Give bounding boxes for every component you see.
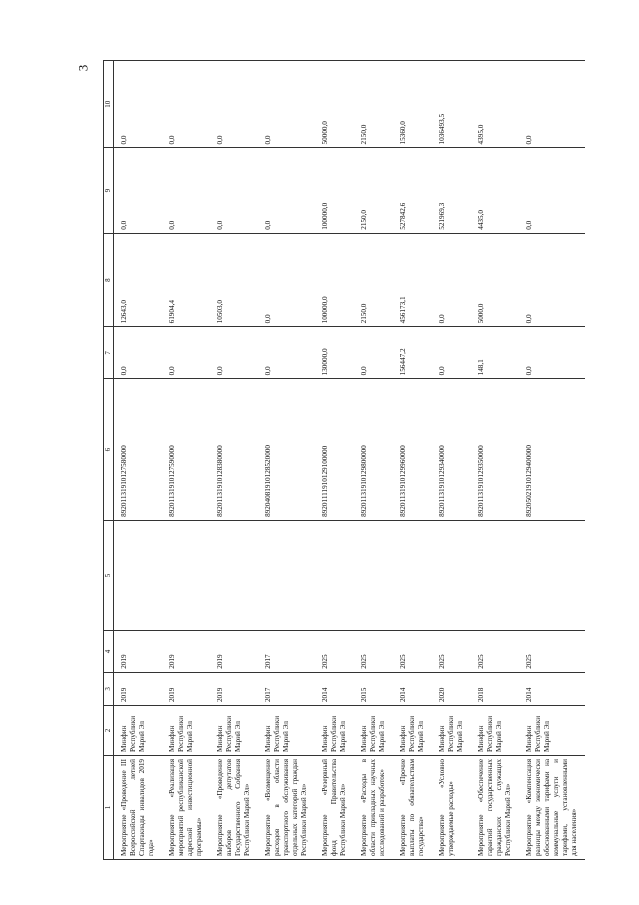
value-cell-c10: 0,0	[114, 61, 163, 148]
column-header-6: 6	[104, 379, 114, 520]
table-row	[162, 61, 210, 860]
measure-name-cell: Мероприятие «Реализация мероприятий республиканской адресной инвестиционной программы»	[162, 755, 210, 859]
value-cell-c10: 0,0	[519, 61, 585, 148]
measure-name-cell: Мероприятие «Прочие выплаты по обязательствам государства»	[393, 755, 432, 859]
value-cell-c6: 89201131910129350000	[471, 379, 519, 520]
column-header-1: 1	[104, 755, 114, 859]
value-cell-c10: 50000,0	[315, 61, 354, 148]
value-cell-c9: 0,0	[210, 148, 258, 233]
value-cell-c8: 0,0	[432, 233, 471, 327]
value-cell-c4: 2025	[519, 631, 585, 673]
value-cell-c9: 0,0	[258, 148, 315, 233]
value-cell-c10: 0,0	[162, 61, 210, 148]
budget-table	[103, 60, 585, 860]
value-cell-c7: 0,0	[210, 327, 258, 379]
value-cell-c8: 10503,0	[210, 233, 258, 327]
page-number: 3	[75, 64, 91, 72]
measure-name-cell: Мероприятие «Обеспечение гарантий государственных гражданских служащих Республики Марий Эл»	[471, 755, 519, 859]
value-cell-c5	[162, 520, 210, 630]
column-header-4: 4	[104, 631, 114, 673]
value-cell-c7: 148,1	[471, 327, 519, 379]
value-cell-c3: 2017	[258, 672, 315, 705]
table-row	[471, 61, 519, 860]
table-row	[354, 61, 393, 860]
measure-name-cell: Мероприятие «Расходы в области прикладных научных исследований и разработок»	[354, 755, 393, 859]
value-cell-c4: 2025	[471, 631, 519, 673]
executor-cell: Минфин Республики Марий Эл	[114, 706, 163, 756]
value-cell-c8: 12643,0	[114, 233, 163, 327]
value-cell-c3: 2019	[114, 672, 163, 705]
table-row	[315, 61, 354, 860]
column-header-2: 2	[104, 706, 114, 756]
value-cell-c7: 0,0	[114, 327, 163, 379]
value-cell-c6: 89205021910129400000	[519, 379, 585, 520]
value-cell-c9: 0,0	[162, 148, 210, 233]
table-row	[114, 61, 163, 860]
value-cell-c7: 156447,2	[393, 327, 432, 379]
value-cell-c9: 521969,3	[432, 148, 471, 233]
table-row	[432, 61, 471, 860]
value-cell-c7: 130000,0	[315, 327, 354, 379]
value-cell-c4: 2019	[210, 631, 258, 673]
measure-name-cell: Мероприятие «Условно утверждаемые расходы»	[432, 755, 471, 859]
rotated-table-container	[103, 60, 578, 860]
executor-cell: Минфин Республики Марий Эл	[354, 706, 393, 756]
column-header-3: 3	[104, 672, 114, 705]
value-cell-c5	[354, 520, 393, 630]
value-cell-c3: 2018	[471, 672, 519, 705]
value-cell-c9: 527842,6	[393, 148, 432, 233]
table-row	[393, 61, 432, 860]
value-cell-c4: 2025	[432, 631, 471, 673]
value-cell-c7: 0,0	[162, 327, 210, 379]
measure-name-cell: Мероприятие «Проведение III Всероссийской летней Спартакиады инвалидов 2019 года»	[114, 755, 163, 859]
value-cell-c7: 0,0	[354, 327, 393, 379]
value-cell-c8: 0,0	[519, 233, 585, 327]
value-cell-c8: 5000,0	[471, 233, 519, 327]
value-cell-c10: 1036493,5	[432, 61, 471, 148]
table-row	[258, 61, 315, 860]
value-cell-c6: 89204081910128520000	[258, 379, 315, 520]
column-header-7: 7	[104, 327, 114, 379]
executor-cell: Минфин Республики Марий Эл	[471, 706, 519, 756]
value-cell-c6: 89201131910127590000	[162, 379, 210, 520]
value-cell-c10: 0,0	[258, 61, 315, 148]
value-cell-c9: 0,0	[519, 148, 585, 233]
column-header-10: 10	[104, 61, 114, 148]
value-cell-c8: 61904,4	[162, 233, 210, 327]
executor-cell: Минфин Республики Марий Эл	[393, 706, 432, 756]
column-header-9: 9	[104, 148, 114, 233]
value-cell-c5	[393, 520, 432, 630]
header-row	[104, 61, 114, 860]
value-cell-c3: 2014	[315, 672, 354, 705]
value-cell-c6: 89201111910129100000	[315, 379, 354, 520]
value-cell-c10: 0,0	[210, 61, 258, 148]
value-cell-c4: 2025	[393, 631, 432, 673]
value-cell-c5	[519, 520, 585, 630]
value-cell-c4: 2019	[162, 631, 210, 673]
value-cell-c3: 2014	[519, 672, 585, 705]
measure-name-cell: Мероприятие «Резервный фонд Правительства Республики Марий Эл»	[315, 755, 354, 859]
column-header-8: 8	[104, 233, 114, 327]
executor-cell: Минфин Республики Марий Эл	[162, 706, 210, 756]
value-cell-c9: 2150,0	[354, 148, 393, 233]
value-cell-c8: 0,0	[258, 233, 315, 327]
value-cell-c3: 2014	[393, 672, 432, 705]
value-cell-c3: 2019	[210, 672, 258, 705]
value-cell-c5	[315, 520, 354, 630]
table-row	[519, 61, 585, 860]
measure-name-cell: Мероприятие «Проведение выборов депутатов Государственного Собрания Республики Марий Эл»	[210, 755, 258, 859]
measure-name-cell: Мероприятие «Возмещение расходов в области транспортного обслуживания отдельных категорий граждан Республики Марий Эл»	[258, 755, 315, 859]
value-cell-c6: 89201131910129960000	[393, 379, 432, 520]
value-cell-c3: 2015	[354, 672, 393, 705]
value-cell-c7: 0,0	[432, 327, 471, 379]
value-cell-c5	[210, 520, 258, 630]
value-cell-c5	[114, 520, 163, 630]
value-cell-c4: 2019	[114, 631, 163, 673]
value-cell-c10: 15360,0	[393, 61, 432, 148]
executor-cell: Минфин Республики Марий Эл	[258, 706, 315, 756]
value-cell-c7: 0,0	[519, 327, 585, 379]
value-cell-c4: 2017	[258, 631, 315, 673]
value-cell-c6: 89201131910129800000	[354, 379, 393, 520]
value-cell-c9: 0,0	[114, 148, 163, 233]
value-cell-c10: 4395,0	[471, 61, 519, 148]
value-cell-c5	[258, 520, 315, 630]
executor-cell: Минфин Республики Марий Эл	[432, 706, 471, 756]
value-cell-c7: 0,0	[258, 327, 315, 379]
executor-cell: Минфин Республики Марий Эл	[210, 706, 258, 756]
value-cell-c5	[471, 520, 519, 630]
value-cell-c4: 2025	[315, 631, 354, 673]
value-cell-c10: 2150,0	[354, 61, 393, 148]
value-cell-c6: 89201131910127580000	[114, 379, 163, 520]
table-body	[114, 61, 586, 860]
executor-cell: Минфин Республики Марий Эл	[519, 706, 585, 756]
executor-cell: Минфин Республики Марий Эл	[315, 706, 354, 756]
value-cell-c3: 2020	[432, 672, 471, 705]
value-cell-c3: 2019	[162, 672, 210, 705]
measure-name-cell: Мероприятие «Компенсация разницы между экономически обоснованными тарифами на коммунальные услуги и тарифами, установленными для населения»	[519, 755, 585, 859]
value-cell-c9: 100000,0	[315, 148, 354, 233]
value-cell-c6: 89201131910128380000	[210, 379, 258, 520]
table-row	[210, 61, 258, 860]
value-cell-c8: 2150,0	[354, 233, 393, 327]
value-cell-c8: 456173,1	[393, 233, 432, 327]
value-cell-c8: 100000,0	[315, 233, 354, 327]
value-cell-c4: 2025	[354, 631, 393, 673]
value-cell-c5	[432, 520, 471, 630]
column-header-5: 5	[104, 520, 114, 630]
value-cell-c6: 89201131910129340000	[432, 379, 471, 520]
value-cell-c9: 4435,0	[471, 148, 519, 233]
